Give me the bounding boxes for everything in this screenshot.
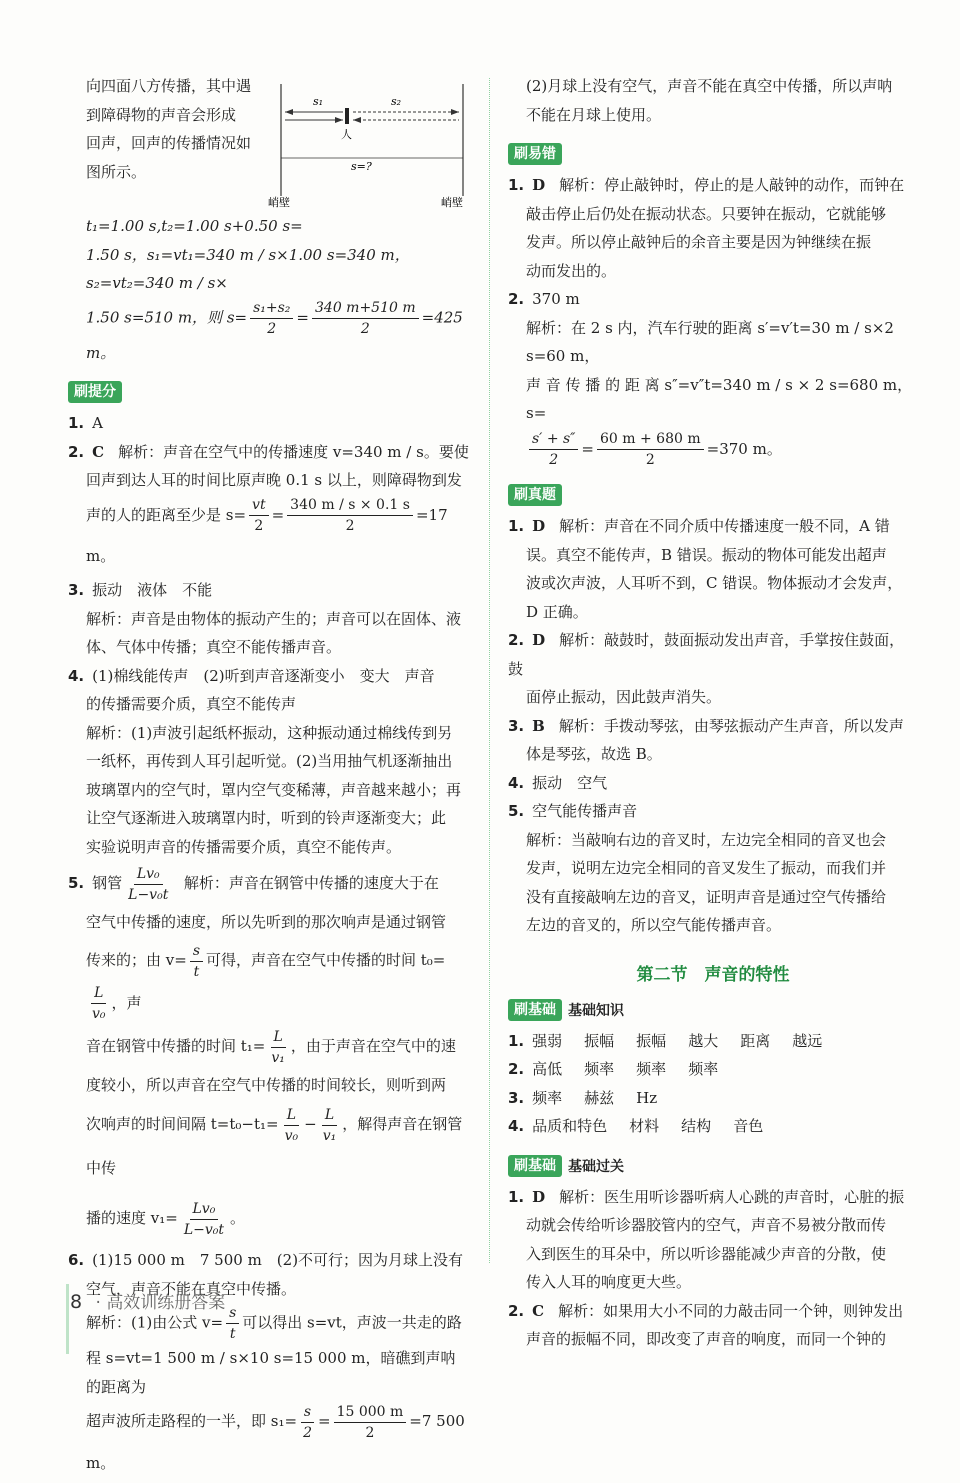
explanation-line: 度较小，所以声音在空气中传播的时间较长，则听到两 — [86, 1076, 447, 1094]
answer-text: A — [92, 414, 103, 432]
text: ，解得声音在钢管中传 — [86, 1115, 463, 1177]
explanation-line: 敲击停止后仍处在振动状态。只要钟在振动，它就能够 — [526, 204, 887, 223]
intro-block — [68, 72, 470, 212]
explanation-line: 空气中传播的速度，所以先听到的那次响声是通过钢管 — [86, 913, 447, 931]
question-number: 1. — [68, 414, 85, 432]
answer-5 — [68, 861, 470, 905]
question-number: 5. — [68, 874, 85, 892]
continued-line: 不能在月球上使用。 — [526, 105, 662, 124]
numerator: L — [284, 1105, 299, 1126]
calc-line: t₁=1.00 s,t₂=1.00 s+0.50 s= — [86, 217, 303, 235]
keyword: 频率 — [532, 1088, 563, 1107]
question-number: 4. — [508, 773, 525, 792]
text: 可得，声音在空气中传播的时间 t₀= — [206, 951, 446, 969]
text: 。 — [230, 1209, 246, 1227]
explanation-line: 传入人耳的响度更大些。 — [526, 1273, 692, 1291]
answer-line: 的传播需要介质，真空不能传声 — [86, 695, 297, 713]
explanation-line: 解析：在 2 s 内，汽车行驶的距离 s′=v′t=30 m / s×2 s=60 m， — [526, 318, 894, 365]
answer-text: 振动 空气 — [532, 773, 608, 792]
denominator: 2 — [360, 320, 370, 337]
keyword: 距离 — [740, 1031, 771, 1050]
answer-1 — [68, 409, 470, 438]
denominator: v₀ — [284, 1127, 299, 1144]
text: ，声 — [111, 993, 142, 1012]
explanation-line: 解析：(1)声波引起纸杯振动，这种振动通过棉线传到另 — [86, 723, 453, 742]
s2-return-arrowhead — [353, 117, 361, 123]
page-footer — [70, 1288, 225, 1313]
explanation-line — [68, 1024, 470, 1068]
explanation-line — [508, 428, 918, 471]
question-number: 2. — [508, 1060, 525, 1078]
person-label: 人 — [341, 128, 352, 141]
wall-left-label: 峭壁 — [268, 196, 290, 209]
fraction — [287, 495, 413, 536]
answer-text: 空气能传播声音 — [532, 802, 638, 820]
section-tag-jichu: 刷基础 — [508, 999, 562, 1021]
page-number: 8 — [70, 1291, 83, 1313]
answer-text: C — [532, 1301, 545, 1320]
explanation-line: 玻璃罩内的空气时，罩内空气变稀薄，声音越来越小；再 — [86, 780, 462, 799]
section-subtitle: 基础过关 — [568, 1158, 624, 1175]
keyword: 振幅 — [636, 1031, 667, 1050]
fraction — [282, 1105, 302, 1146]
keyword: 音色 — [733, 1117, 764, 1135]
question-number: 3. — [68, 581, 85, 599]
explanation-line: D 正确。 — [526, 602, 588, 621]
equals: = — [581, 439, 594, 458]
intro-line: 向四面八方传播，其中遇 — [86, 77, 252, 95]
answer-line: 空气，声音不能在真空中传播。 — [86, 1279, 297, 1298]
s2-label: s₂ — [391, 95, 402, 108]
text: =370 m。 — [706, 439, 782, 458]
explanation: 解析：医生用听诊器听病人心跳的声音时，心脏的振 — [559, 1187, 905, 1206]
numerator: Lv₀ — [134, 864, 163, 885]
section-tag-zhenti: 刷真题 — [508, 484, 562, 506]
explanation-line: 声 音 传 播 的 距 离 s″=v″t=340 m / s × 2 s=680 m，s= — [526, 375, 913, 422]
explanation: 解析：声音在钢管中传播的速度大于在 — [183, 874, 439, 892]
numerator: s — [301, 1402, 314, 1423]
numerator: s — [190, 941, 203, 962]
numerator: 340 m+510 m — [312, 298, 419, 319]
explanation-line — [68, 1190, 470, 1246]
question-number: 4. — [68, 666, 85, 685]
minus: − — [304, 1115, 317, 1133]
footer-separator: · — [95, 1293, 101, 1313]
basic-answer-2 — [508, 1055, 918, 1084]
denominator: 2 — [345, 518, 355, 534]
explanation-line — [68, 939, 470, 1024]
question-number: 4. — [508, 1117, 525, 1135]
explanation-line: 程 s=vt=1 500 m / s×10 s=15 000 m，暗礁到声呐的距离为 — [86, 1349, 456, 1396]
explanation: 解析：停止敲钟时，停止的是人敲钟的动作，而钟在 — [559, 176, 905, 194]
denominator: 2 — [365, 1424, 375, 1441]
equals: = — [317, 1412, 331, 1430]
explanation-line: 解析：当敲响右边的音叉时，左边完全相同的音叉也会 — [526, 830, 887, 849]
explanation-line: 声音的振幅不同，即改变了声音的响度，而同一个钟的 — [526, 1330, 887, 1348]
question-number: 6. — [68, 1251, 85, 1269]
keyword: 材料 — [629, 1117, 660, 1135]
easy-answer-1 — [508, 171, 918, 200]
fraction — [268, 1027, 288, 1068]
answer-text: D — [532, 631, 546, 649]
numerator: 340 m / s × 0.1 s — [287, 495, 413, 516]
answer-3 — [68, 576, 470, 605]
numerator: s′ + s″ — [529, 429, 578, 450]
column-divider — [489, 78, 490, 1263]
section-subtitle: 基础知识 — [568, 1002, 624, 1019]
calc-line — [68, 298, 470, 368]
keyword: 频率 — [688, 1060, 719, 1078]
text: 超声波所走路程的一半，即 s₁= — [86, 1412, 298, 1430]
explanation-line: 体是琴弦，故选 B。 — [526, 745, 662, 763]
answer-text: D — [532, 176, 546, 194]
explanation-line: 左边的音叉的，所以空气能传播声音。 — [526, 916, 782, 934]
denominator: L−v₀t — [183, 1221, 225, 1238]
answer-text: 振动 液体 不能 — [92, 581, 213, 599]
text: 音在钢管中传播的时间 t₁= — [86, 1037, 266, 1055]
keyword: 高低 — [532, 1060, 563, 1078]
intro-line: 到障碍物的声音会形成 — [86, 105, 237, 124]
question-number: 3. — [508, 716, 525, 735]
keyword: Hz — [636, 1088, 658, 1107]
explanation-line: 体、气体中传播；真空不能传播声音。 — [86, 638, 342, 656]
answer-text: 370 m — [532, 290, 580, 308]
question-number: 1. — [508, 517, 525, 535]
explanation: 解析：如果用大小不同的力敲击同一个钟，则钟发出 — [558, 1301, 904, 1320]
text: =7 500 m。 — [86, 1412, 465, 1472]
text: 声的人的距离至少是 s= — [86, 505, 247, 524]
explanation-line: 没有直接敲响左边的音叉，证明声音是通过空气传播给 — [526, 887, 887, 906]
explanation-line: 入到医生的耳朵中，所以听诊器能减少声音的分散，使 — [526, 1244, 887, 1263]
fraction — [529, 429, 578, 470]
explanation-line: 发声，说明左边完全相同的音叉发生了振动，而我们并 — [526, 859, 887, 877]
answer-text: D — [532, 1187, 546, 1206]
intro-line: 图所示。 — [86, 162, 147, 181]
s1-return-arrowhead — [335, 117, 343, 123]
calc-text: =425 m。 — [86, 308, 463, 362]
answer-text: C — [92, 442, 105, 461]
explanation-line: 动而发出的。 — [526, 261, 617, 280]
denominator: 2 — [267, 320, 277, 337]
fraction — [89, 983, 109, 1024]
explanation-line — [68, 1401, 470, 1483]
explanation: 解析：手拨动琴弦，由琴弦振动产生声音，所以发声 — [558, 716, 904, 735]
numerator: 60 m + 680 m — [597, 429, 704, 450]
explanation: 解析：声音在空气中的传播速度 v=340 m / s。要使 — [118, 442, 469, 461]
basic-answer-3 — [508, 1084, 918, 1113]
answer-2 — [68, 438, 470, 467]
denominator: t — [229, 1326, 236, 1342]
numerator: 15 000 m — [334, 1402, 407, 1423]
section-tag-yicuo: 刷易错 — [508, 143, 562, 165]
question-number: 3. — [508, 1088, 525, 1107]
real-answer-3 — [508, 712, 918, 741]
section-tag-tifen: 刷提分 — [68, 381, 122, 403]
answer-text: (1)棉线能传声 (2)听到声音逐渐变小 变大 声音 — [92, 666, 435, 685]
distance-label: s=? — [351, 160, 372, 173]
explanation-line: 回声到达人耳的时间比原声晚 0.1 s 以上，则障碍物到发 — [86, 471, 462, 489]
right-column — [508, 72, 918, 1354]
calc-line: 1.50 s，s₁=vt₁=340 m / s×1.00 s=340 m，s₂=vt₂=340 m / s× — [86, 245, 410, 292]
keyword: 频率 — [636, 1060, 667, 1078]
denominator: 2 — [549, 452, 559, 468]
fraction — [250, 298, 293, 339]
equals: = — [296, 308, 309, 326]
explanation-line — [68, 495, 470, 577]
fraction — [125, 864, 171, 905]
denominator: 2 — [303, 1424, 312, 1441]
question-number: 1. — [508, 1031, 525, 1050]
footer-text: 高效训练册答案 — [106, 1293, 226, 1313]
intro-line: 回声，回声的传播情况如 — [86, 134, 252, 152]
answer-text: (1)15 000 m 7 500 m (2)不可行；因为月球上没有 — [92, 1251, 464, 1269]
text: 播的速度 v₁= — [86, 1209, 178, 1227]
keyword: 越大 — [688, 1031, 719, 1050]
question-number: 2. — [508, 290, 525, 308]
tag-row-basic-knowledge — [508, 999, 918, 1021]
real-answer-1 — [508, 512, 918, 541]
echo-diagram — [268, 78, 473, 209]
practice-answer-1 — [508, 1183, 918, 1212]
text: =17 m。 — [86, 505, 448, 565]
fraction — [300, 1402, 315, 1443]
real-answer-2 — [508, 626, 918, 683]
explanation-line — [68, 1102, 470, 1190]
explanation-line: 让空气逐渐进入玻璃罩内时，听到的铃声逐渐变大；此 — [86, 809, 447, 827]
question-number: 1. — [508, 176, 525, 194]
explanation-line: 面停止振动，因此鼓声消失。 — [526, 688, 722, 706]
explanation-line: 动就会传给听诊器胶管内的空气，声音不易被分散而传 — [526, 1216, 887, 1234]
s2-arrowhead — [451, 109, 459, 115]
text: 可以得出 s=vt，声波一共走的路 — [242, 1313, 462, 1332]
basic-answer-4 — [508, 1112, 918, 1141]
real-answer-5 — [508, 797, 918, 826]
keyword: 品质和特色 — [532, 1117, 608, 1135]
section-tag-jichu: 刷基础 — [508, 1155, 562, 1177]
keyword: 结构 — [681, 1117, 712, 1135]
fraction — [181, 1199, 227, 1240]
left-column — [68, 72, 470, 1483]
answer-text: B — [532, 716, 545, 735]
fraction — [190, 941, 203, 982]
continued-line: (2)月球上没有空气，声音不能在真空中传播，所以声呐 — [526, 77, 893, 95]
denominator: L−v₀t — [128, 886, 169, 903]
wall-right-label: 峭壁 — [441, 196, 463, 209]
denominator: t — [193, 963, 200, 980]
answer-4 — [68, 662, 470, 691]
equals: = — [271, 505, 285, 524]
fraction — [334, 1402, 407, 1443]
denominator: 2 — [254, 518, 264, 534]
denominator: v₀ — [92, 1006, 106, 1022]
fraction — [249, 495, 269, 536]
text: ，由于声音在空气中的速 — [290, 1037, 456, 1055]
text: 次响声的时间间隔 t=t₀−t₁= — [86, 1115, 279, 1133]
numerator: s — [226, 1303, 239, 1324]
explanation-line: 误。真空不能传声，B 错误。振动的物体可能发出超声 — [526, 545, 887, 564]
keyword: 赫兹 — [584, 1088, 615, 1107]
keyword: 强弱 — [532, 1031, 563, 1050]
easy-answer-2 — [508, 285, 918, 314]
real-answer-4 — [508, 769, 918, 798]
numerator: Lv₀ — [190, 1199, 219, 1220]
keyword: 频率 — [584, 1060, 615, 1078]
denominator: 2 — [645, 452, 655, 468]
denominator: v₁ — [271, 1049, 285, 1066]
text: 传来的；由 v= — [86, 951, 187, 969]
person-marker — [345, 108, 349, 124]
question-number: 2. — [508, 631, 525, 649]
fraction — [597, 429, 704, 470]
numerator: s₁+s₂ — [250, 298, 293, 319]
numerator: L — [322, 1105, 337, 1126]
explanation-line: 实验说明声音的传播需要介质，真空不能传声。 — [86, 837, 402, 856]
numerator: vt — [249, 495, 269, 516]
explanation-line: 发声。所以停止敲钟后的余音主要是因为钟继续在振 — [526, 233, 872, 251]
calc-text: 1.50 s=510 m，则 s= — [86, 308, 248, 326]
numerator: L — [91, 983, 106, 1004]
question-number: 5. — [508, 802, 525, 820]
section-title: 第二节 声音的特性 — [636, 964, 790, 985]
question-number: 1. — [508, 1187, 525, 1206]
explanation: 解析：敲鼓时，鼓面振动发出声音，手掌按住鼓面，鼓 — [508, 631, 905, 678]
footer-accent-bar — [66, 1284, 69, 1354]
answer-6 — [68, 1246, 470, 1275]
explanation: 解析：声音在不同介质中传播速度一般不同，A 错 — [559, 517, 890, 535]
s1-label: s₁ — [313, 95, 324, 108]
fraction — [320, 1105, 340, 1146]
explanation-line: 波或次声波，人耳听不到，C 错误。物体振动才会发声， — [526, 574, 903, 592]
answer-text: 钢管 — [92, 874, 123, 892]
text: 解析：(1)由公式 v= — [86, 1313, 224, 1332]
practice-answer-2 — [508, 1297, 918, 1326]
basic-answer-1 — [508, 1027, 918, 1056]
question-number: 2. — [508, 1301, 525, 1320]
question-number: 2. — [68, 442, 85, 461]
explanation-line: 解析：声音是由物体的振动产生的；声音可以在固体、液 — [86, 609, 462, 628]
explanation-line: 一纸杯，再传到人耳引起听觉。(2)当用抽气机逐渐抽出 — [86, 752, 453, 770]
keyword: 越远 — [792, 1031, 823, 1050]
fraction — [312, 298, 419, 339]
numerator: L — [271, 1027, 286, 1048]
denominator: v₁ — [322, 1127, 337, 1144]
keyword: 振幅 — [584, 1031, 615, 1050]
answer-text: D — [532, 517, 546, 535]
s1-arrowhead — [285, 109, 293, 115]
fraction — [226, 1303, 239, 1344]
tag-row-basic-practice — [508, 1155, 918, 1177]
